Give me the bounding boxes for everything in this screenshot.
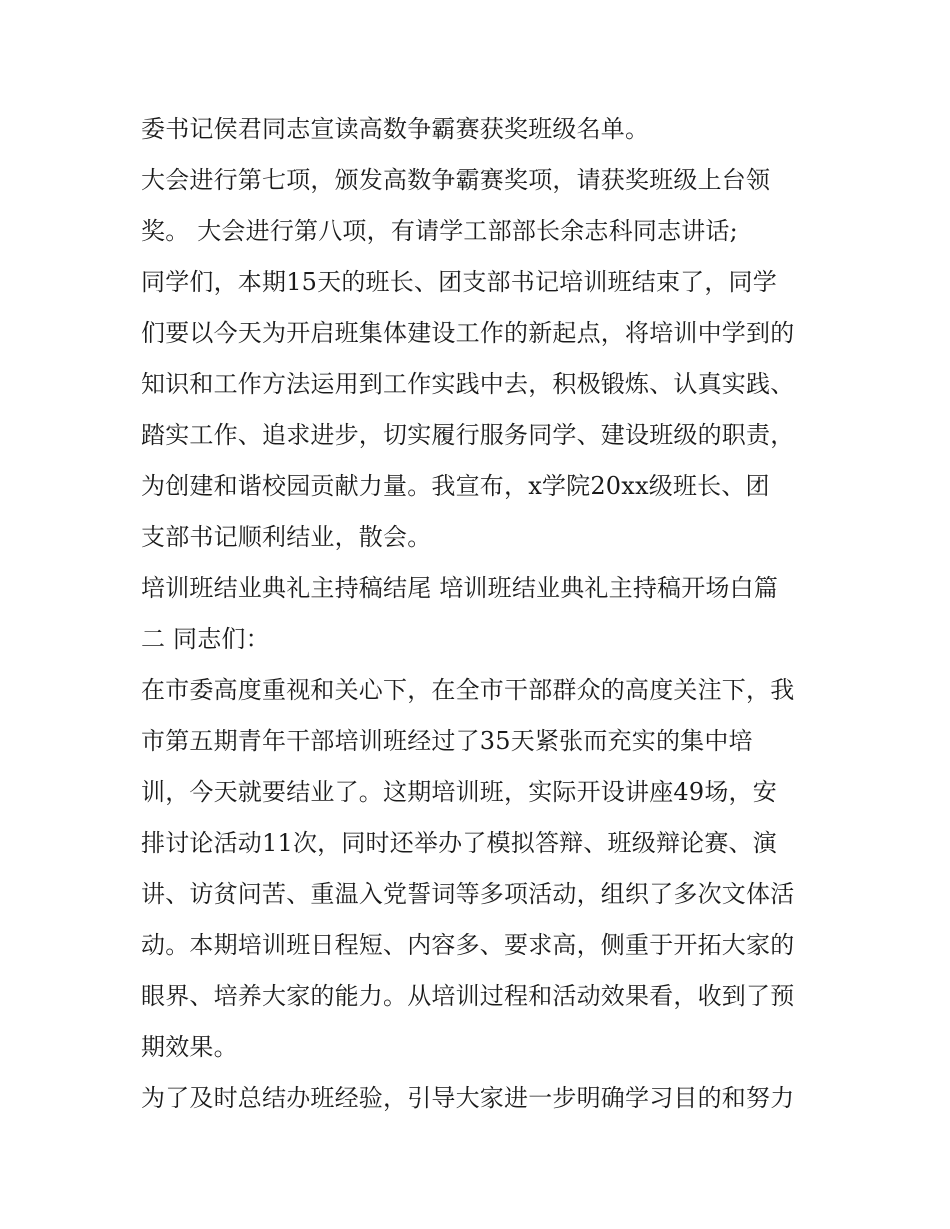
text-line: 为了及时总结办班经验，引导大家进一步明确学习目的和努力 xyxy=(141,1084,795,1112)
text-line: 培训班结业典礼主持稿结尾 培训班结业典礼主持稿开场白篇 xyxy=(141,574,779,602)
text-line: 二 同志们： xyxy=(141,625,270,653)
text-line: 在市委高度重视和关心下，在全市干部群众的高度关注下，我 xyxy=(141,676,795,704)
text-line: 们要以今天为开启班集体建设工作的新起点，将培训中学到的 xyxy=(141,319,795,347)
text-line: 同学们，本期15天的班长、团支部书记培训班结束了，同学 xyxy=(141,268,777,296)
text-line: 眼界、培养大家的能力。从培训过程和活动效果看，收到了预 xyxy=(141,982,795,1010)
text-line: 为创建和谐校园贡献力量。我宣布，x学院20xx级班长、团 xyxy=(141,472,770,500)
text-line: 训，今天就要结业了。这期培训班，实际开设讲座49场，安 xyxy=(141,778,777,806)
text-line: 支部书记顺利结业，散会。 xyxy=(141,523,432,551)
text-line: 排讨论活动11次，同时还举办了模拟答辩、班级辩论赛、演 xyxy=(141,829,777,857)
text-line: 动。本期培训班日程短、内容多、要求高，侧重于开拓大家的 xyxy=(141,931,795,959)
text-line: 讲、访贫问苦、重温入党誓词等多项活动，组织了多次文体活 xyxy=(141,880,795,908)
text-line: 踏实工作、追求进步，切实履行服务同学、建设班级的职责， xyxy=(141,421,795,449)
text-line: 期效果。 xyxy=(141,1033,238,1061)
text-line: 奖。 大会进行第八项，有请学工部部长余志科同志讲话; xyxy=(141,217,738,245)
text-line: 市第五期青年干部培训班经过了35天紧张而充实的集中培 xyxy=(141,727,753,755)
text-line: 知识和工作方法运用到工作实践中去，积极锻炼、认真实践、 xyxy=(141,370,795,398)
text-line: 大会进行第七项，颁发高数争霸赛奖项，请获奖班级上台领 xyxy=(141,166,771,194)
text-line: 委书记侯君同志宣读高数争霸赛获奖班级名单。 xyxy=(141,115,650,143)
